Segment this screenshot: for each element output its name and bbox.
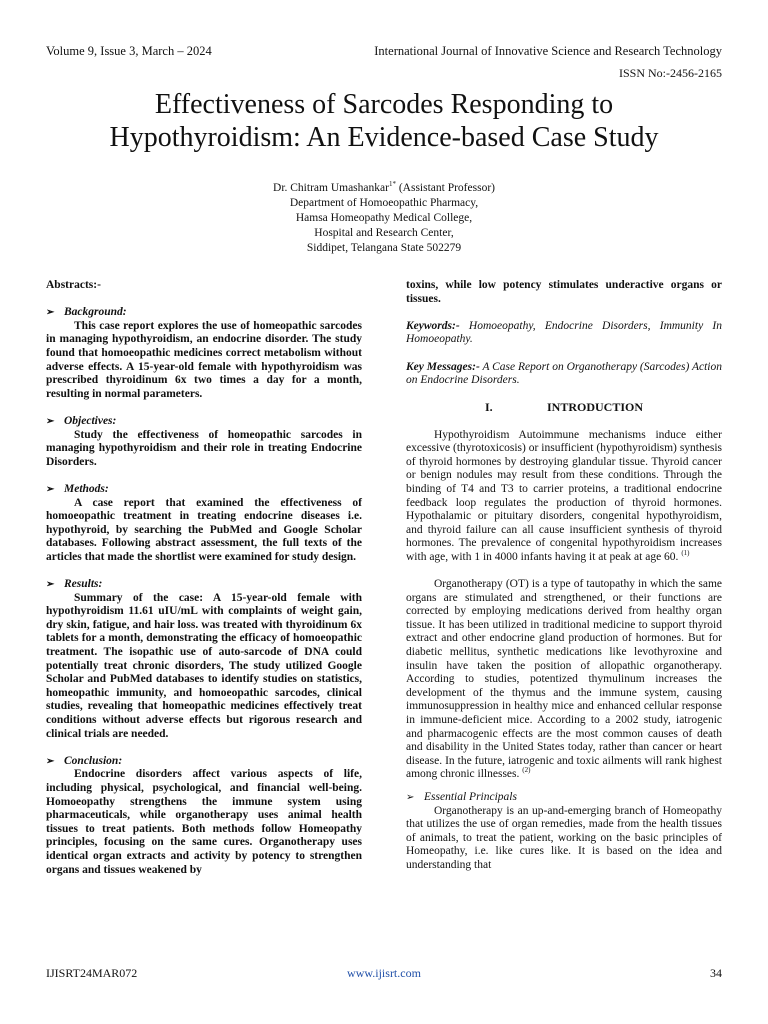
title-line-2: Hypothyroidism: An Evidence-based Case Study	[109, 122, 659, 153]
citation-ref: (1)	[681, 549, 690, 558]
article-code: IJISRT24MAR072	[46, 966, 138, 980]
results-heading: ➢ Results:	[46, 578, 103, 591]
abstract-label: Abstracts:-	[46, 279, 101, 291]
objectives-text: Study the effectiveness of homeopathic sarcodes in managing hypothyroidism and their role in treating Endocrine Disorders.	[46, 428, 362, 468]
title-line-1: Effectiveness of Sarcodes Responding to	[154, 89, 614, 120]
author-line	[134, 181, 634, 196]
essential-principals-heading: ➢ Essential Principals	[406, 790, 517, 803]
abstract-continuation: toxins, while low potency stimulates underactive organs or tissues.	[406, 279, 722, 305]
author-block	[134, 181, 634, 256]
results-text: Summary of the case: A 15-year-old female with hypothyroidism 11.61 uIU/mL with complaints of weight gain, dry skin, fatigue, and hair loss. was treated with thyroidinum 6x tablets for a month, demonstrating the efficacy of homoeopathic treatment. The isopathic use of auto-sarcode of DNA could potentially treat chronic disorders, The study utilized Google Scholar and PubMed databases to identify studies on statistics, homeopathic immunity, and homoeopathic sarcodes, clinical studies, revealing that homeopathic medicines effectively treat conditions without adverse effects but rigorous research and clinical trials are needed.	[46, 591, 362, 740]
conclusion-heading: ➢ Conclusion:	[46, 754, 123, 767]
keywords: Keywords:- Homoeopathy, Endocrine Disorders, Immunity In Homoeopathy.	[406, 319, 722, 346]
methods-text: A case report that examined the effectiveness of homoeopathic treatment in treating endocrine diseases i.e. hypothyroid, by searching the PubMed and Google Scholar databases. Following abstract assessment, the full texts of the articles that made the shortlist were examined for study design.	[46, 496, 362, 563]
author-sup: 1*	[388, 180, 396, 189]
affiliation-line: Siddipet, Telangana State 502279	[306, 242, 462, 254]
arrow-bullet-icon: ➢	[46, 755, 55, 767]
objectives-heading: ➢ Objectives:	[46, 414, 117, 427]
citation-ref: (2)	[522, 766, 531, 775]
affiliation-line: Hospital and Research Center,	[314, 227, 454, 239]
journal-url[interactable]: www.ijisrt.com	[347, 966, 421, 980]
right-column	[406, 279, 722, 873]
volume-info: Volume 9, Issue 3, March – 2024	[46, 44, 212, 58]
arrow-bullet-icon: ➢	[46, 483, 55, 495]
intro-paragraph-2: Organotherapy (OT) is a type of tautopathy in which the same organs are stimulated and strengthened, or their functions are corrected by employing medications derived from healthy organ tissue. It has been utilized in traditional medicine to support thyroid extract and other endocrine gland production of hormones. But for diabetic mellitus, synthetic medications like levothyroxine and insulin have taken the position of allopathic organotherapy. According to studies, potentized thymulinum increases the development of the thymus and the immune system, causing immunosuppression in healthy mice and enhanced cellular response in immune-deficient mice. According to a 2002 study, iatrogenic and pharmacogenic effects are the most common causes of death and disability in the United States today, rather than cancer or heart disease. In the future, iatrogenic and toxic ailments will rank highest among chronic illnesses. $^{(2)}$	[406, 578, 722, 781]
author-role: (Assistant Professor)	[395, 182, 495, 194]
paper-title	[60, 88, 708, 154]
intro-paragraph-3: Organotherapy is an up-and-emerging branch of Homeopathy that utilizes the use of organ remedies, made from the health tissues of animals, to treat the patient, working on the basic principles of Homeopathy, i.e. like cures like. It is based on the idea and understanding that	[406, 804, 722, 871]
background-text: This case report explores the use of homeopathic sarcodes in managing hypothyroidism, an endocrine disorder. The study found that homoeopathic medicines correct metabolism without adverse effects. A 15-year-old female with hypothyroidism was prescribed thyroidinum 6x two times a day for a month, resulting in normal parameters.	[46, 319, 362, 400]
page-number: 34	[710, 966, 722, 980]
arrow-bullet-icon: ➢	[46, 307, 55, 319]
methods-heading: ➢ Methods:	[46, 482, 109, 495]
affiliation-line: Hamsa Homeopathy Medical College,	[295, 212, 473, 224]
journal-name: International Journal of Innovative Science and Research Technology	[374, 44, 722, 58]
section-heading-introduction: I. INTRODUCTION	[484, 400, 643, 415]
arrow-bullet-icon: ➢	[406, 791, 415, 803]
key-messages: Key Messages:- A Case Report on Organotherapy (Sarcodes) Action on Endocrine Disorders.	[406, 360, 722, 387]
author-name: Dr. Chitram Umashankar	[273, 182, 389, 194]
issn: ISSN No:-2456-2165	[618, 66, 722, 80]
conclusion-text: Endocrine disorders affect various aspects of life, including physical, psychological, and financial well-being. Homoeopathy strengthens the immune system using pharmaceuticals, while organotherapy uses animal health tissues to treat patients. Both methods follow Homeopathy principles, focusing on the same cures. Organotherapy uses identical organ extracts and activity by potency to strengthen organs and tissues weakened by	[46, 768, 362, 876]
background-heading: ➢ Background:	[46, 306, 127, 319]
arrow-bullet-icon: ➢	[46, 415, 55, 427]
intro-paragraph-1: Hypothyroidism Autoimmune mechanisms induce either excessive (thyrotoxicosis) or insufficient (hypothyroidism) synthesis of thyroid hormones by destroying glandular tissue. Thyroid cancer or benign nodules may result from these conditions. Through the binding of T4 and T3 to carrier proteins, a traditional endocrine feedback loop regulates the production of thyroid hormones. Hypothalamic or pituitary disorders, congenital hypothyroidism, and thyroid failure can all cause insufficient synthesis of thyroid hormones. The prevalence of congenital hypothyroidism increases with age, with 1 in 4000 infants having it at peak at age 60. $^{(1)}$	[406, 428, 722, 563]
left-column	[46, 279, 362, 877]
arrow-bullet-icon: ➢	[46, 579, 55, 591]
affiliation-line: Department of Homoeopathic Pharmacy,	[289, 197, 479, 209]
